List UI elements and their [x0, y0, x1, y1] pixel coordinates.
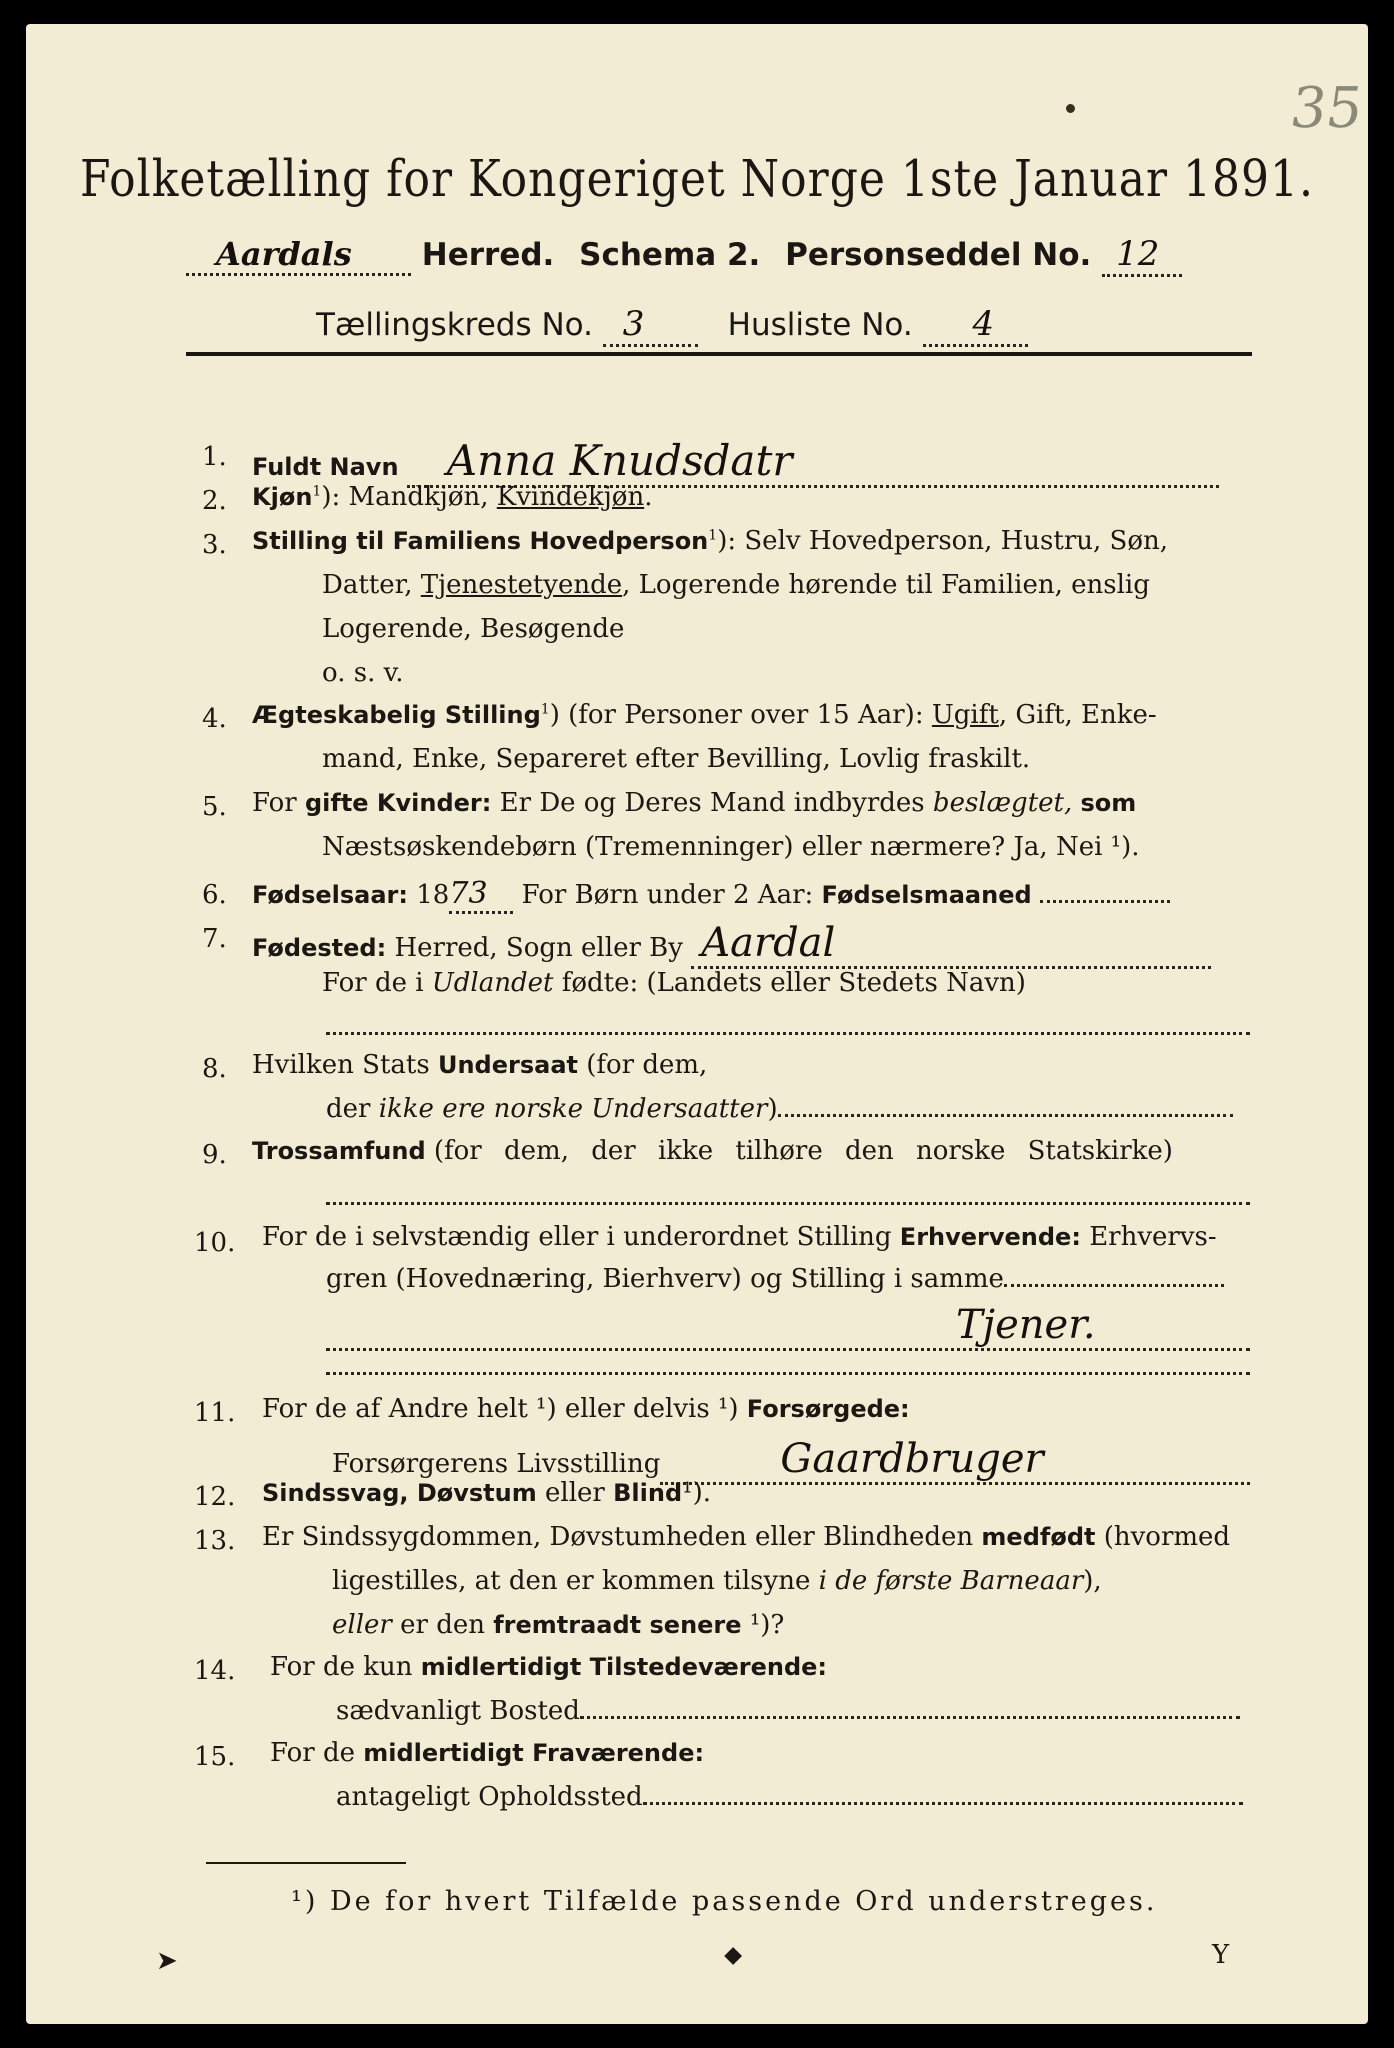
q7-line2a: For de i [322, 968, 424, 998]
husliste-label: Husliste No. [727, 307, 913, 343]
q7-number: 7. [202, 924, 227, 954]
q7-label: Fødested: [252, 934, 387, 962]
q12-mid: eller [545, 1478, 605, 1508]
q7-line2c: fødte: (Landets eller Stedets Navn) [561, 968, 1026, 998]
q8-line1b: Undersaat [437, 1051, 578, 1079]
personseddel-field [1102, 234, 1182, 277]
q2-number: 2. [202, 486, 227, 516]
q5-line1c: Er De og Deres Mand indbyrdes [499, 788, 925, 818]
q11-line1a: For de af Andre helt ¹) eller delvis ¹) [262, 1394, 739, 1424]
q7-value: Aardal [701, 920, 836, 966]
q15-field [643, 1802, 1243, 1805]
page-number: 35 [1286, 76, 1367, 141]
q14-row-2 [336, 1696, 1240, 1726]
q4-line1c: , Gift, Enke- [998, 700, 1157, 730]
q10-field-1 [1004, 1284, 1224, 1287]
q2-colon: ): [321, 482, 341, 512]
q13-number: 13. [194, 1526, 236, 1556]
q13-line3a: eller [332, 1610, 392, 1640]
q3-line2b: Tjenestetyende [420, 570, 623, 600]
personseddel-value: 12 [1116, 234, 1160, 274]
q7-row-3 [326, 1002, 1250, 1035]
census-form-page [26, 24, 1368, 2024]
herred-value: Aardals [216, 235, 352, 273]
q1-row [252, 436, 1219, 488]
q8-line1a: Hvilken Stats [252, 1050, 430, 1080]
q2-footnote-mark: 1 [312, 483, 322, 500]
q14-line1a: For de kun [270, 1652, 413, 1682]
kreds-field [603, 304, 698, 347]
q12-number: 12. [194, 1482, 236, 1512]
q5-line1b: gifte Kvinder: [304, 789, 492, 817]
q5-row-1 [252, 788, 1136, 818]
q8-line1c: (for dem, [586, 1050, 708, 1080]
q2-label: Kjøn [252, 483, 313, 511]
husliste-value: 4 [972, 304, 995, 344]
q15-line1a: For de [270, 1738, 355, 1768]
q4-line1b: Ugift [931, 700, 999, 730]
q10-line1a: For de i selvstændig eller i underordnet Stilling [262, 1222, 892, 1252]
q13-line2b: i de første Barneaar [818, 1566, 1084, 1596]
q14-row-1 [270, 1652, 827, 1682]
q12-end: ¹). [682, 1478, 711, 1508]
q10-field-3 [326, 1342, 1250, 1375]
q15-row-2 [336, 1782, 1243, 1812]
q6-row [252, 876, 1170, 914]
q3-row-2 [322, 570, 1150, 600]
q13-line1b: medfødt [981, 1523, 1096, 1551]
q3-row-3: Logerende, Besøgende [322, 614, 625, 644]
q6-field [449, 876, 513, 914]
q3-line2c: , Logerende hørende til Familien, enslig [622, 570, 1150, 600]
q7-line2b: Udlandet [431, 968, 554, 998]
q11-value: Gaardbruger [780, 1436, 1044, 1482]
q10-row-1 [262, 1222, 1217, 1252]
header-line-herred [186, 234, 1182, 277]
q13-line1c: (hvormed [1103, 1522, 1231, 1552]
q8-row-2: der ikke ere norske Undersaatter) [326, 1094, 1233, 1124]
q14-line2: sædvanligt Bosted [336, 1696, 580, 1726]
footnote-rule [206, 1862, 406, 1864]
footnote: ¹) De for hvert Tilfælde passende Ord understreges. [291, 1886, 1158, 1917]
q10-row-2 [326, 1264, 1224, 1294]
q3-footnote-mark: 1 [708, 527, 718, 544]
q13-row-3 [332, 1610, 784, 1640]
q4-footnote-mark: 1 [540, 701, 550, 718]
q15-line1b: midlertidigt Fraværende: [363, 1739, 705, 1767]
q2-option-male: Mandkjøn, [348, 482, 489, 512]
q10-value: Tjener. [956, 1302, 1096, 1348]
q7-row-1 [252, 920, 1211, 969]
q13-line3d: ¹)? [749, 1610, 785, 1640]
q10-line2: gren (Hovednæring, Bierhverv) og Stilling i samme [326, 1264, 1004, 1294]
q13-line1a: Er Sindssygdommen, Døvstumheden eller Blindheden [262, 1522, 974, 1552]
q9-label: Trossamfund [252, 1137, 426, 1165]
q6-value: 73 [449, 876, 488, 911]
q11-row-1 [262, 1394, 910, 1424]
q6-number: 6. [202, 880, 227, 910]
q3-number: 3. [202, 530, 227, 560]
q2-option-female: Kvindekjøn [496, 482, 645, 512]
q6-label2: Fødselsmaaned [821, 881, 1032, 909]
q3-row-4: o. s. v. [322, 658, 404, 688]
q13-line3b: er den [400, 1610, 485, 1640]
q11-field [660, 1436, 1250, 1485]
q9-text: (for dem, der ikke tilhøre den norske Statskirke) [433, 1136, 1173, 1166]
q7-abroad-field [326, 1002, 1250, 1035]
herred-field [186, 235, 411, 276]
q13-row-2: ligestilles, at den er kommen tilsyne i de første Barneaar), [332, 1566, 1102, 1596]
q3-row-1 [252, 526, 1168, 556]
q4-line1a: ) (for Personer over 15 Aar): [549, 700, 924, 730]
q14-line1b: midlertidigt Tilstedeværende: [420, 1653, 828, 1681]
q1-label: Fuldt Navn [252, 453, 399, 481]
q8-number: 8. [202, 1054, 227, 1084]
q8-line2a: der [326, 1094, 371, 1124]
q6-mid: For Børn under 2 Aar: [521, 880, 814, 910]
personseddel-label: Personseddel No. [785, 237, 1092, 273]
q6-prefix: 18 [416, 880, 450, 910]
q5-line1a: For [252, 788, 297, 818]
husliste-field [923, 304, 1028, 347]
q9-row [252, 1136, 1173, 1166]
q8-field [778, 1114, 1233, 1117]
herred-label: Herred. [421, 237, 555, 273]
kreds-value: 3 [622, 304, 645, 344]
header-rule [186, 352, 1252, 356]
corner-mark-left: ➤ [156, 1946, 178, 1976]
q12-label2: Blind [613, 1479, 683, 1507]
q12-label: Sindssvag, Døvstum [262, 1479, 537, 1507]
q9-number: 9. [202, 1140, 227, 1170]
corner-mark-right: Y [1212, 1940, 1230, 1970]
q1-value: Anna Knudsdatr [446, 436, 793, 485]
q15-row-1 [270, 1738, 704, 1768]
q4-row-1 [252, 700, 1157, 730]
q4-row-2: mand, Enke, Separeret efter Bevilling, Lovlig fraskilt. [322, 744, 1031, 774]
q10-line1c: Erhvervs- [1089, 1222, 1217, 1252]
q6-month-field [1040, 900, 1170, 903]
q8-line2b: ikke ere norske Undersaatter [378, 1094, 768, 1124]
q5-line1d: beslægtet, [932, 788, 1073, 818]
q6-label: Fødselsaar: [252, 881, 408, 909]
q11-line2: Forsørgerens Livsstilling [332, 1449, 661, 1479]
ink-spot [1066, 104, 1075, 113]
q13-line3c: fremtraadt senere [493, 1611, 742, 1639]
q3-label: Stilling til Familiens Hovedperson [252, 527, 709, 555]
q7-mid: Herred, Sogn eller By [394, 933, 683, 963]
q5-number: 5. [202, 792, 227, 822]
q15-line2: antageligt Opholdssted [336, 1782, 643, 1812]
q10-line1b: Erhvervende: [899, 1223, 1081, 1251]
header-line-kreds [316, 304, 1028, 347]
q11-number: 11. [194, 1398, 236, 1428]
q9-field [326, 1172, 1250, 1205]
q1-field [407, 436, 1219, 488]
q4-label: Ægteskabelig Stilling [252, 701, 541, 729]
q10-number: 10. [194, 1228, 236, 1258]
q13-line2a: ligestilles, at den er kommen tilsyne [332, 1566, 811, 1596]
q5-row-2: Næstsøskendebørn (Tremenninger) eller nærmere? Ja, Nei ¹). [322, 832, 1140, 862]
q8-row-1 [252, 1050, 707, 1080]
q13-row-1 [262, 1522, 1230, 1552]
q7-row-2 [322, 968, 1026, 998]
form-title: Folketælling for Kongeriget Norge 1ste Januar 1891. [80, 150, 1314, 209]
q3-line2a: Datter, [322, 570, 413, 600]
q14-field [580, 1716, 1240, 1719]
q15-number: 15. [194, 1742, 236, 1772]
q5-line1e: som [1080, 789, 1137, 817]
kreds-label: Tællingskreds No. [316, 307, 593, 343]
q14-number: 14. [194, 1656, 236, 1686]
q1-number: 1. [202, 442, 227, 472]
q2-row: Kjøn$^1$): Mandkjøn, Kvindekjøn. [252, 482, 653, 512]
schema-label: Schema 2. [579, 237, 761, 273]
corner-mark-center: ⬥ [724, 1940, 743, 1970]
q9-row-2 [326, 1172, 1250, 1205]
q4-number: 4. [202, 704, 227, 734]
q10-row-4 [326, 1342, 1250, 1375]
q3-line1: ): Selv Hovedperson, Hustru, Søn, [717, 526, 1169, 556]
q7-field [691, 920, 1211, 969]
q11-line1b: Forsørgede: [746, 1395, 910, 1423]
q12-row [262, 1478, 711, 1508]
